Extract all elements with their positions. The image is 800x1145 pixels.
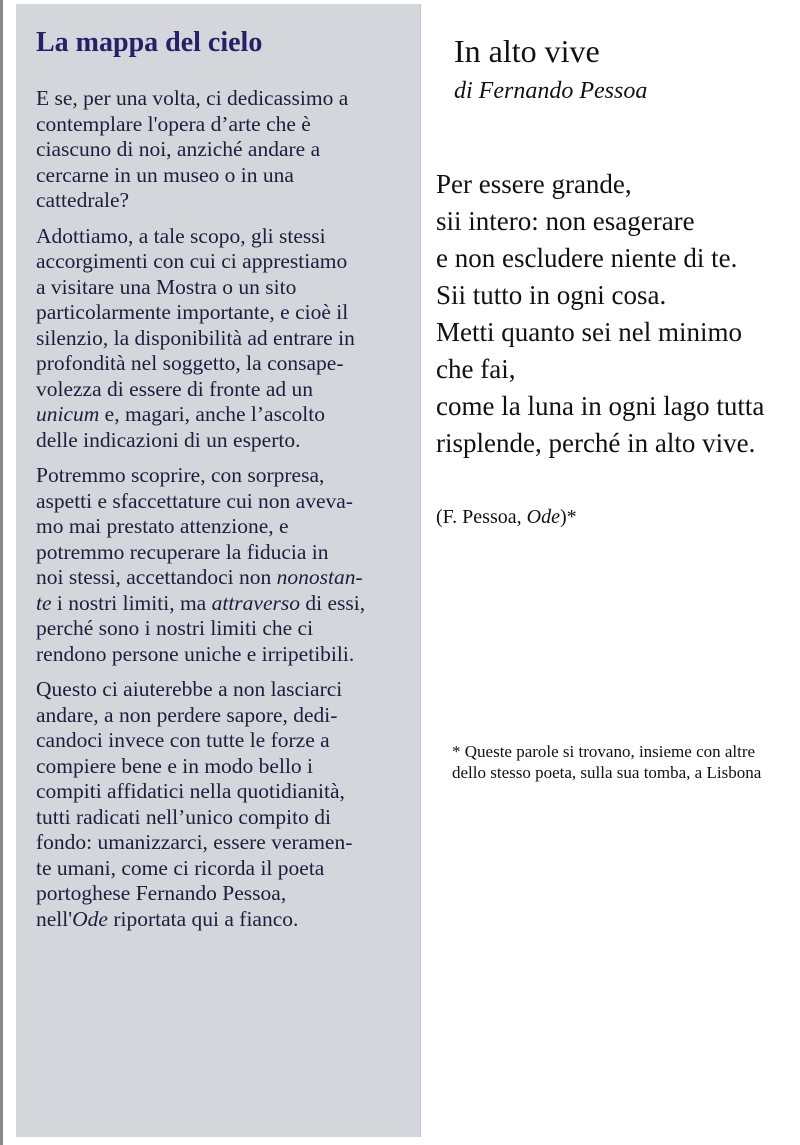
article-line xyxy=(36,428,392,454)
poem-line: Per essere grande, xyxy=(436,169,632,199)
article-line xyxy=(36,754,392,780)
article-paragraph xyxy=(36,677,392,932)
text-segment: perché sono i nostri limiti che ci xyxy=(36,616,314,640)
text-segment: Potremmo scoprire, con sorpresa, xyxy=(36,463,325,487)
citation-suffix: )* xyxy=(559,506,577,528)
text-segment: andare, a non perdere sapore, dedi- xyxy=(36,702,338,727)
citation-prefix: (F. Pessoa, xyxy=(436,506,527,528)
article-line xyxy=(36,703,392,729)
text-segment: Adottiamo, a tale scopo, gli stessi xyxy=(36,223,326,248)
article-line xyxy=(36,677,392,703)
article-line xyxy=(36,377,392,403)
article-line xyxy=(36,642,392,668)
poem-citation xyxy=(436,504,577,530)
left-column-content xyxy=(36,26,392,942)
text-segment: noi stessi, accettandoci non xyxy=(36,565,277,589)
text-segment: compiere bene e in modo bello i xyxy=(36,753,314,778)
article-line xyxy=(36,856,392,882)
article-paragraph xyxy=(36,224,392,454)
article-title: La mappa del cielo xyxy=(36,27,263,58)
text-segment: a visitare una Mostra o un sito xyxy=(36,274,297,299)
text-segment: candoci invece con tutte le forze a xyxy=(36,728,330,752)
text-segment: nell' xyxy=(36,906,73,931)
article-line xyxy=(36,137,392,163)
article-line xyxy=(36,540,392,566)
text-segment: e, magari, anche l’ascolto xyxy=(99,402,325,426)
article-line xyxy=(36,300,392,326)
article-line xyxy=(36,275,392,301)
article-line xyxy=(36,565,392,591)
text-segment: E se, per una volta, ci dedicassimo a xyxy=(36,86,349,110)
italic-text: unicum xyxy=(36,402,100,426)
article-line xyxy=(36,779,392,805)
text-segment: potremmo recuperare la fiducia in xyxy=(36,539,329,564)
article-line xyxy=(36,249,392,275)
text-segment: fondo: umanizzarci, essere veramen- xyxy=(36,830,353,854)
article-line xyxy=(36,351,392,377)
text-segment: cattedrale? xyxy=(36,188,130,212)
text-segment: Questo ci aiuterebbe a non lasciarci xyxy=(36,677,343,701)
article-line xyxy=(36,728,392,754)
poem-line: risplende, perché in alto vive. xyxy=(436,428,756,458)
article-paragraph xyxy=(36,86,392,214)
article-line xyxy=(36,907,392,933)
citation-work: Ode xyxy=(526,506,560,528)
article-line xyxy=(36,463,392,489)
poem-line: che fai, xyxy=(436,354,516,384)
article-line xyxy=(36,514,392,540)
article-line xyxy=(36,881,392,907)
text-segment: riportata qui a fianco. xyxy=(107,906,299,931)
text-segment: i nostri limiti, ma xyxy=(51,590,212,615)
text-segment: aspetti e sfaccettature cui non aveva- xyxy=(36,488,353,513)
poem-line: e non escludere niente di te. xyxy=(436,243,738,273)
poem-author: di Fernando Pessoa xyxy=(454,78,648,104)
article-line xyxy=(36,616,392,642)
left-column-panel xyxy=(16,4,421,1137)
article-line xyxy=(36,830,392,856)
text-segment: ciascuno di noi, anziché andare a xyxy=(36,137,321,161)
poem-line: Metti quanto sei nel minimo xyxy=(436,317,742,347)
text-segment: particolarmente importante, e cioè il xyxy=(36,300,349,324)
text-segment: cercarne in un museo o in una xyxy=(36,162,294,187)
article-line xyxy=(36,805,392,831)
poem-text xyxy=(436,166,764,462)
article-line xyxy=(36,112,392,138)
text-segment: compiti affidatici nella quotidianità, xyxy=(36,779,345,803)
text-segment: di essi, xyxy=(299,590,366,615)
text-segment: profondità nel soggetto, la consape- xyxy=(36,351,344,375)
italic-text: te xyxy=(36,590,52,615)
text-segment: volezza di essere di fronte ad un xyxy=(36,376,313,401)
poem-line: come la luna in ogni lago tutta xyxy=(436,391,765,421)
text-segment: contemplare l'opera d’arte che è xyxy=(36,111,311,136)
article-paragraph xyxy=(36,463,392,667)
article-body xyxy=(36,86,392,932)
article-line xyxy=(36,591,392,617)
poem-title: In alto vive xyxy=(454,33,600,69)
poem-line: sii intero: non esagerare xyxy=(436,206,695,236)
article-line xyxy=(36,489,392,515)
text-segment: rendono persone uniche e irripetibili. xyxy=(36,641,355,666)
article-line xyxy=(36,188,392,214)
page-edge-rule xyxy=(0,0,3,1145)
italic-text: Ode xyxy=(72,906,108,931)
text-segment: silenzio, la disponibilità ad entrare in xyxy=(36,325,355,350)
text-segment: delle indicazioni di un esperto. xyxy=(36,427,301,452)
article-line xyxy=(36,163,392,189)
italic-text: attraverso xyxy=(211,590,300,615)
italic-text: nonostan- xyxy=(276,565,363,589)
article-line xyxy=(36,224,392,250)
article-line xyxy=(36,326,392,352)
text-segment: accorgimenti con cui ci apprestiamo xyxy=(36,249,348,273)
text-segment: te umani, come ci ricorda il poeta xyxy=(36,855,325,880)
text-segment: portoghese Fernando Pessoa, xyxy=(36,881,287,905)
poem-line: Sii tutto in ogni cosa. xyxy=(436,280,667,310)
article-line xyxy=(36,402,392,428)
footnote: * Queste parole si trovano, insieme con altre dello stesso poeta, sulla sua tomba, a Lisbona xyxy=(452,742,762,782)
text-segment: tutti radicati nell’unico compito di xyxy=(36,804,331,829)
text-segment: mo mai prestato attenzione, e xyxy=(36,514,289,538)
article-line xyxy=(36,86,392,112)
